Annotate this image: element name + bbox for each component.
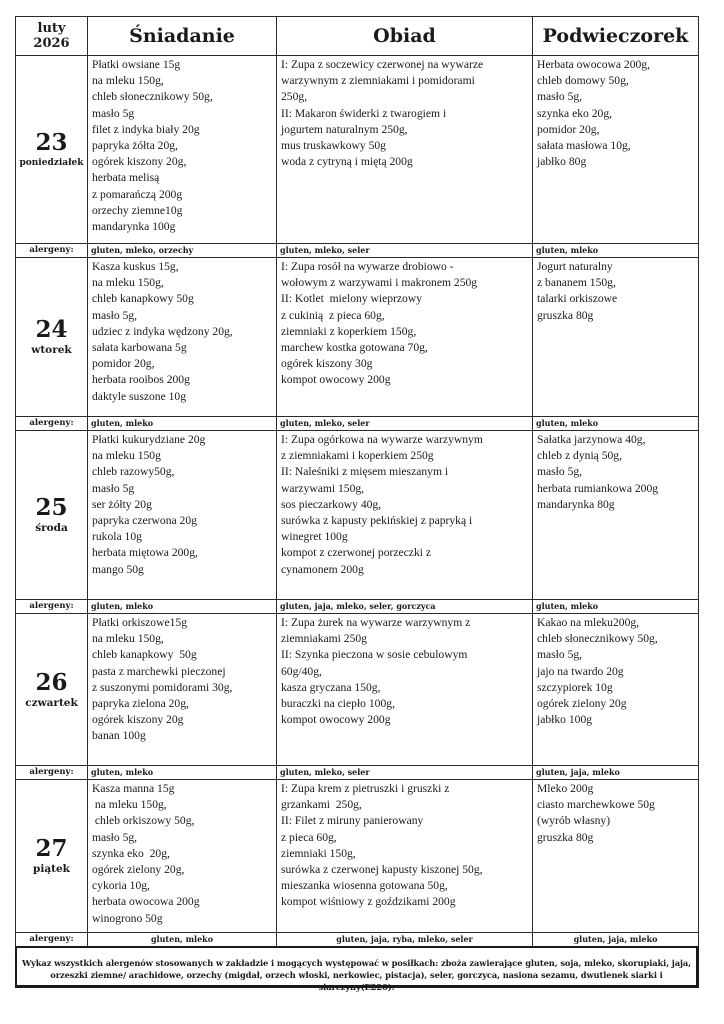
- menu-item: kompot owocowy 200g: [281, 713, 391, 727]
- day-number: 24: [35, 316, 68, 343]
- allergen-label: alergeny:: [16, 244, 88, 258]
- menu-item: mus truskawkowy 50g: [281, 139, 386, 153]
- menu-item: masło 5g,: [537, 90, 583, 104]
- allergen-row: [16, 933, 699, 947]
- menu-item: Kasza kuskus 15g,: [92, 260, 179, 273]
- menu-item: chleb z dynią 50g,: [537, 449, 622, 463]
- menu-item: ser żółty 20g: [92, 497, 152, 511]
- day-cell: [16, 431, 88, 600]
- allergens-lunch: gluten, mleko, seler: [277, 417, 533, 431]
- menu-item: chleb słonecznikowy 50g,: [92, 90, 213, 104]
- menu-item: woda z cytryną i miętą 200g: [281, 155, 413, 169]
- menu-item: herbata melisą: [92, 171, 160, 185]
- menu-item: Płatki orkiszowe15g: [92, 616, 187, 629]
- menu-item: Płatki kukurydziane 20g: [92, 433, 206, 446]
- menu-item: na mleku 150g: [92, 449, 161, 463]
- menu-item: sałata karbowana 5g: [92, 341, 187, 355]
- menu-item: ziemniakami 250g: [281, 632, 367, 646]
- menu-item: II: Naleśniki z mięsem mieszanym i: [281, 465, 449, 479]
- menu-item: kompot wiśniowy z goździkami 200g: [281, 895, 456, 909]
- menu-item: herbata owocowa 200g: [92, 895, 200, 909]
- allergen-row: [16, 766, 699, 780]
- menu-item: z bananem 150g,: [537, 276, 616, 290]
- menu-item: chleb orkiszowy 50g,: [92, 814, 195, 828]
- menu-item: ogórek kiszony 20g,: [92, 155, 187, 169]
- menu-item: daktyle suszone 10g: [92, 389, 187, 403]
- menu-item: z suszonymi pomidorami 30g,: [92, 680, 233, 694]
- menu-item: chleb słonecznikowy 50g,: [537, 632, 658, 646]
- day-cell: [16, 258, 88, 417]
- day-number: 26: [35, 668, 68, 696]
- menu-item: I: Zupa rosół na wywarze drobiowo -: [281, 260, 454, 273]
- menu-item: (wyrób własny): [537, 814, 611, 828]
- allergen-row: [16, 600, 699, 614]
- allergens-breakfast: gluten, mleko: [88, 766, 277, 780]
- month-header: [16, 17, 88, 56]
- menu-item: Płatki owsiane 15g: [92, 58, 181, 71]
- menu-item: I: Zupa ogórkowa na wywarze warzywnym: [281, 433, 483, 446]
- menu-item: orzechy ziemne10g: [92, 203, 183, 217]
- menu-item: banan 100g: [92, 729, 146, 743]
- allergen-row: [16, 417, 699, 431]
- menu-item: chleb kanapkowy 50g: [92, 648, 197, 662]
- snack-cell: [533, 258, 699, 417]
- menu-item: z pomarańczą 200g: [92, 187, 183, 201]
- menu-item: mieszanka wiosenna gotowana 50g,: [281, 879, 448, 893]
- allergen-label: alergeny:: [16, 766, 88, 780]
- menu-item: 60g/40g,: [281, 664, 322, 678]
- breakfast-cell: [88, 780, 277, 933]
- day-cell: [16, 780, 88, 933]
- menu-item: herbata rooibos 200g: [92, 373, 190, 387]
- allergen-label: alergeny:: [16, 933, 88, 947]
- menu-item: ogórek kiszony 20g: [92, 713, 184, 727]
- menu-item: I: Zupa z soczewicy czerwonej na wywarze: [281, 58, 484, 71]
- day-number: 25: [35, 494, 68, 521]
- allergen-label: alergeny:: [16, 600, 88, 614]
- menu-item: kompot z czerwonej porzeczki z: [281, 546, 431, 560]
- lunch-cell: [277, 614, 533, 766]
- lunch-cell: [277, 780, 533, 933]
- year-label: 2026: [33, 36, 70, 51]
- allergens-snack: gluten, mleko: [533, 417, 699, 431]
- menu-item: pasta z marchewki pieczonej: [92, 664, 226, 678]
- day-name: czwartek: [25, 696, 78, 709]
- menu-item: chleb razowy50g,: [92, 465, 175, 479]
- menu-item: herbata rumiankowa 200g: [537, 481, 659, 495]
- menu-item: wołowym z warzywami i makronem 250g: [281, 276, 478, 290]
- menu-item: na mleku 150g,: [92, 276, 164, 290]
- menu-item: herbata miętowa 200g,: [92, 546, 198, 560]
- menu-item: ciasto marchewkowe 50g: [537, 798, 655, 812]
- menu-item: Mleko 200g: [537, 782, 594, 795]
- day-name: wtorek: [31, 344, 72, 356]
- day-name: środa: [35, 522, 68, 534]
- menu-item: winegret 100g: [281, 530, 348, 544]
- allergens-snack: gluten, mleko: [533, 244, 699, 258]
- menu-item: papryka zielona 20g,: [92, 697, 189, 711]
- menu-item: rukola 10g: [92, 530, 142, 544]
- day-name: poniedziałek: [19, 157, 84, 168]
- allergens-lunch: gluten, jaja, mleko, seler, gorczyca: [277, 600, 533, 614]
- menu-item: Herbata owocowa 200g,: [537, 58, 650, 71]
- menu-item: udziec z indyka wędzony 20g,: [92, 324, 233, 338]
- menu-item: jogurtem naturalnym 250g,: [281, 122, 408, 136]
- breakfast-cell: [88, 431, 277, 600]
- menu-item: Kakao na mleku200g,: [537, 616, 640, 629]
- menu-item: warzywami 150g,: [281, 481, 365, 495]
- header-row: [16, 17, 699, 56]
- menu-item: marchew kostka gotowana 70g,: [281, 341, 428, 355]
- day-number: 27: [35, 835, 68, 862]
- menu-item: cynamonem 200g: [281, 562, 364, 576]
- menu-item: ziemniaki z koperkiem 150g,: [281, 324, 417, 338]
- menu-item: II: Makaron świderki z twarogiem i: [281, 106, 447, 120]
- menu-item: kasza gryczana 150g,: [281, 680, 381, 694]
- menu-item: sos pieczarkowy 40g,: [281, 497, 382, 511]
- menu-sheet: [15, 16, 698, 947]
- menu-item: grzankami 250g,: [281, 798, 362, 812]
- allergens-lunch: gluten, mleko, seler: [277, 766, 533, 780]
- menu-item: cykoria 10g,: [92, 879, 150, 893]
- lunch-cell: [277, 56, 533, 244]
- menu-item: na mleku 150g,: [92, 798, 167, 812]
- menu-item: masło 5g,: [92, 308, 138, 322]
- menu-item: chleb kanapkowy 50g: [92, 292, 194, 306]
- menu-item: na mleku 150g,: [92, 74, 164, 88]
- snack-cell: [533, 614, 699, 766]
- menu-item: 250g,: [281, 90, 308, 104]
- menu-item: szynka eko 20g,: [537, 106, 613, 120]
- lunch-cell: [277, 431, 533, 600]
- menu-item: surówka z czerwonej kapusty kiszonej 50g,: [281, 863, 483, 877]
- day-row: [16, 56, 699, 244]
- menu-item: II: Filet z miruny panierowany: [281, 814, 424, 828]
- allergen-row: [16, 244, 699, 258]
- day-row: [16, 614, 699, 766]
- allergens-breakfast: gluten, mleko, orzechy: [88, 244, 277, 258]
- breakfast-cell: [88, 56, 277, 244]
- day-row: [16, 431, 699, 600]
- menu-item: Kasza manna 15g: [92, 782, 175, 795]
- month-label: luty: [37, 21, 66, 36]
- menu-item: surówka z kapusty pekińskiej z papryką i: [281, 514, 473, 528]
- snack-cell: [533, 431, 699, 600]
- allergens-snack: gluten, mleko: [533, 600, 699, 614]
- menu-item: jajo na twardo 20g: [537, 664, 624, 678]
- menu-item: z cukinią z pieca 60g,: [281, 308, 385, 322]
- menu-item: pomidor 20g,: [92, 357, 155, 371]
- menu-item: masło 5g,: [537, 648, 583, 662]
- menu-item: masło 5g,: [537, 465, 583, 479]
- menu-item: papryka żółta 20g,: [92, 139, 178, 153]
- footer-line-1: Wykaz wszystkich alergenów stosowanych w zakładzie i mogących występować w posiłkach: zboża zawierające gluten, soja, mleko, skorupiaki, jaja,: [22, 958, 691, 968]
- menu-item: na mleku 150g,: [92, 632, 164, 646]
- menu-item: masło 5g: [92, 106, 135, 120]
- breakfast-cell: [88, 258, 277, 417]
- day-cell: [16, 56, 88, 244]
- day-row: [16, 780, 699, 933]
- menu-item: talarki orkiszowe: [537, 292, 618, 306]
- menu-item: szynka eko 20g,: [92, 846, 170, 860]
- allergens-breakfast: gluten, mleko: [88, 933, 277, 947]
- menu-item: buraczki na ciepło 100g,: [281, 697, 395, 711]
- menu-item: Jogurt naturalny: [537, 260, 613, 273]
- menu-item: II: Szynka pieczona w sosie cebulowym: [281, 648, 468, 662]
- menu-item: I: Zupa żurek na wywarze warzywnym z: [281, 616, 471, 629]
- snack-cell: [533, 780, 699, 933]
- allergen-label: alergeny:: [16, 417, 88, 431]
- menu-item: mandarynka 80g: [537, 497, 615, 511]
- day-number: 23: [35, 128, 68, 156]
- menu-item: chleb domowy 50g,: [537, 74, 629, 88]
- menu-item: warzywnym z ziemniakami i pomidorami: [281, 74, 475, 88]
- column-header-snack: Podwieczorek: [533, 17, 699, 56]
- day-row: [16, 258, 699, 417]
- menu-item: II: Kotlet mielony wieprzowy: [281, 292, 423, 306]
- menu-item: z pieca 60g,: [281, 830, 337, 844]
- menu-item: Sałatka jarzynowa 40g,: [537, 433, 646, 446]
- menu-item: masło 5g: [92, 481, 135, 495]
- weekly-menu-table: [15, 16, 699, 947]
- day-cell: [16, 614, 88, 766]
- footer-line-2: orzeszki ziemne/ arachidowe, orzechy (migdał, orzech włoski, nerkowiec, pistacja), seler, gorczyca, nasiona sezamu, dwutlenek siarki i siarczyny(E220).: [50, 970, 663, 992]
- menu-item: masło 5g,: [92, 830, 138, 844]
- menu-item: ogórek kiszony 30g: [281, 357, 373, 371]
- allergens-snack: gluten, jaja, mleko: [533, 933, 699, 947]
- column-header-lunch: Obiad: [277, 17, 533, 56]
- menu-item: I: Zupa krem z pietruszki i gruszki z: [281, 782, 450, 795]
- menu-item: szczypiorek 10g: [537, 680, 613, 694]
- allergens-lunch: gluten, jaja, ryba, mleko, seler: [277, 933, 533, 947]
- column-header-breakfast: Śniadanie: [88, 17, 277, 56]
- menu-item: gruszka 80g: [537, 308, 594, 322]
- snack-cell: [533, 56, 699, 244]
- breakfast-cell: [88, 614, 277, 766]
- menu-item: filet z indyka biały 20g: [92, 122, 200, 136]
- menu-item: mandarynka 100g: [92, 220, 176, 234]
- menu-item: gruszka 80g: [537, 830, 594, 844]
- menu-item: ogórek zielony 20g: [537, 697, 627, 711]
- menu-item: jabłko 80g: [537, 155, 587, 169]
- allergens-lunch: gluten, mleko, seler: [277, 244, 533, 258]
- menu-item: kompot owocowy 200g: [281, 373, 391, 387]
- menu-item: jabłko 100g: [537, 713, 593, 727]
- allergens-breakfast: gluten, mleko: [88, 417, 277, 431]
- menu-item: ziemniaki 150g,: [281, 846, 356, 860]
- menu-item: pomidor 20g,: [537, 122, 600, 136]
- menu-item: sałata masłowa 10g,: [537, 139, 631, 153]
- allergens-snack: gluten, jaja, mleko: [533, 766, 699, 780]
- menu-item: z ziemniakami i koperkiem 250g: [281, 449, 434, 463]
- menu-item: mango 50g: [92, 562, 144, 576]
- day-name: piątek: [33, 863, 70, 875]
- menu-item: ogórek zielony 20g,: [92, 863, 185, 877]
- menu-item: papryka czerwona 20g: [92, 514, 197, 528]
- allergens-breakfast: gluten, mleko: [88, 600, 277, 614]
- menu-item: winogrono 50g: [92, 911, 163, 925]
- allergen-info-footer: [15, 946, 699, 992]
- day-rows: [16, 56, 699, 947]
- lunch-cell: [277, 258, 533, 417]
